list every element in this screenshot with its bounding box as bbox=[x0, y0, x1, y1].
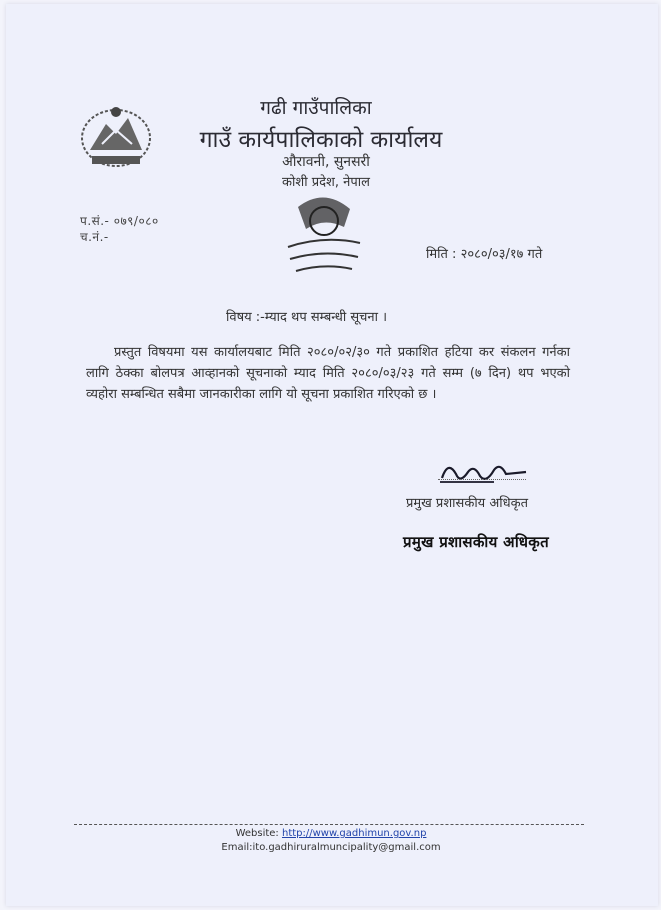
office-name: गाउँ कार्यपालिकाको कार्यालय bbox=[199, 127, 443, 153]
office-province: कोशी प्रदेश, नेपाल bbox=[282, 175, 370, 190]
letter-subject: विषय :-म्याद थप सम्बन्धी सूचना । bbox=[226, 310, 388, 325]
municipality-name: गढी गाउँपालिका bbox=[260, 97, 372, 119]
reference-number: प.सं.- ०७९/०८० bbox=[80, 214, 159, 228]
dispatch-number: च.नं.- bbox=[80, 230, 109, 244]
website-link[interactable]: http://www.gadhimun.gov.np bbox=[281, 828, 427, 839]
website-label: Website: bbox=[235, 828, 279, 839]
letter-date: मिति : २०८०/०३/१७ गते bbox=[426, 247, 543, 262]
letter-page bbox=[6, 4, 658, 906]
letter-body: प्रस्तुत विषयमा यस कार्यालयबाट मिति २०८०/०२/३० गते प्रकाशित हटिया कर संकलन गर्नका लागि ठेक्का बोलपत्र आव्हानको सूचनाको म्याद मिति २०८०/०३/२३ गते सम्म (७ दिन) थप भएको व्यहोरा सम्बन्धित सबैमा जानकारीका लागि यो सूचना प्रकाशित गरिएको छ । bbox=[86, 345, 570, 402]
signature-line bbox=[438, 479, 526, 480]
office-seal-icon bbox=[278, 187, 370, 279]
officer-title: प्रमुख प्रशासकीय अधिकृत bbox=[406, 496, 529, 511]
office-location: औरावनी, सुनसरी bbox=[282, 154, 370, 170]
footer-website bbox=[156, 828, 506, 839]
nepal-emblem-icon bbox=[76, 100, 156, 172]
footer-email[interactable]: Email:ito.gadhiruralmuncipality@gmail.com bbox=[221, 842, 441, 853]
signature-icon bbox=[434, 454, 534, 494]
officer-stamp: प्रमुख प्रशासकीय अधिकृत bbox=[403, 533, 549, 551]
footer-divider bbox=[74, 824, 584, 825]
